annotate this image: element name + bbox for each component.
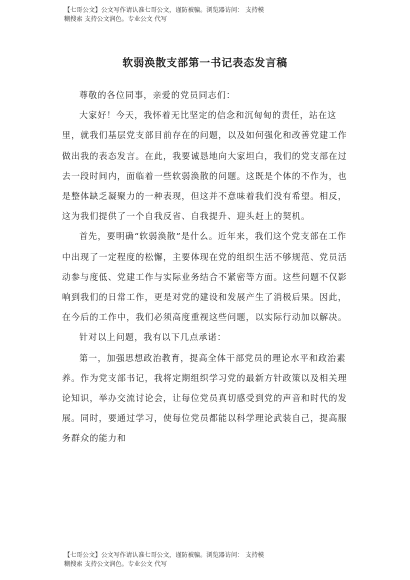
paragraph-problem: 首先，要明确“软弱涣散”是什么。近年来，我们这个党支部在工作中出现了一定程度的松懈，主要体现在党的组织生活不够规范、党员活动参与度低、党建工作与实际业务结合不紧密等方面。这些问题不仅影响到我们的日常工作，更是对党的建设和发展产生了消极后果。因此，在今后的工作中，我们必须高度重视这些问题，以实际行动加以解决。: [62, 232, 348, 324]
paragraph-commitment-intro: 针对以上问题，我有以下几点承诺：: [79, 333, 227, 344]
header-line-2: 糊搜索 支持公文润色。专业公文 代写: [64, 16, 167, 23]
salutation: 尊敬的各位同事，亲爱的党员同志们：: [79, 91, 236, 101]
document-title: 软弱涣散支部第一书记表态发言稿: [122, 57, 288, 69]
footer-line-2: 糊搜索 支持公文润色。专业公文 代写: [64, 561, 167, 568]
page-footer-notice: [64, 551, 354, 569]
page-header-notice: [64, 6, 354, 24]
document-body: [62, 86, 350, 450]
paragraph-commitment-1: 第一，加强思想政治教育，提高全体干部党员的理论水平和政治素养。作为党支部书记，我将定期组织学习党的最新方针政策以及相关理论知识，举办交流讨论会，让每位党员真切感受到党的声音和时代的发展。同时，要通过学习，使每位党员都能以科学理论武装自己，提高服务群众的能力和: [62, 353, 348, 445]
paragraph-opening: 大家好！今天，我怀着无比坚定的信念和沉甸甸的责任，站在这里，就我们基层党支部目前存在的问题，以及如何强化和改善党建工作做出我的表态发言。在此，我要诚恳地向大家坦白，我们的党支部在过去一段时间内，面临着一些软弱涣散的问题。这既是个体的不作为，也是整体缺乏凝聚力的一种表现，但这并不意味着我们没有希望。相反，这为我们提供了一个自我反省、自我提升、迎头赶上的契机。: [62, 111, 348, 223]
footer-line-1: 【七哥公文】公文写作请认准七哥公文，谨防被骗。浏览器访问： 支持模: [64, 552, 264, 559]
header-line-1: 【七哥公文】公文写作请认准七哥公文，谨防被骗。浏览器访问： 支持模: [64, 7, 264, 14]
